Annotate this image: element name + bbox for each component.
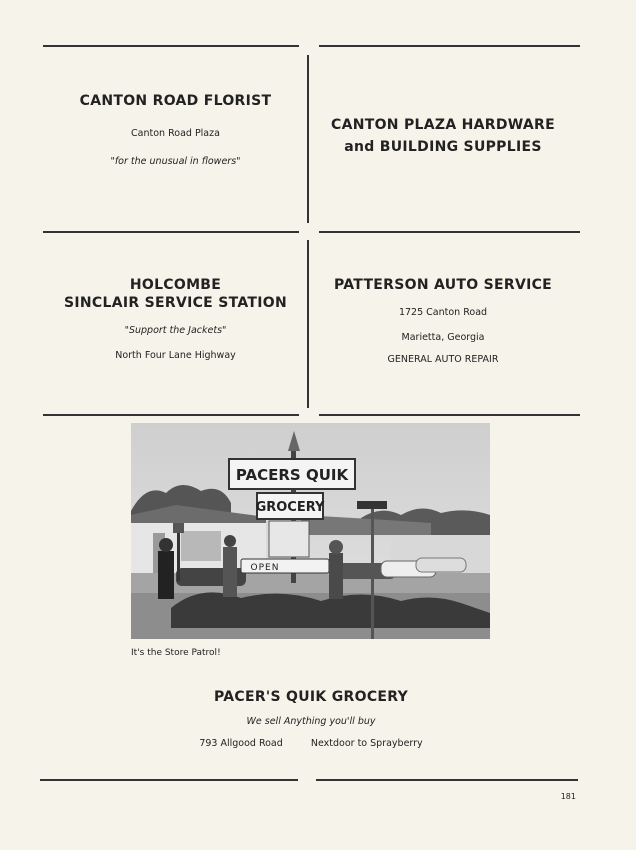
photo-sign-line1: PACERS QUIK <box>235 466 349 484</box>
page-number: 181 <box>560 792 576 801</box>
photo-open-sign: OPEN <box>250 563 280 573</box>
holcombe-tagline: "Support the Jackets" <box>124 325 227 336</box>
hardware-ad <box>310 116 576 156</box>
lower-rule-left <box>43 414 299 416</box>
middle-rule-left <box>43 231 299 233</box>
florist-title: CANTON ROAD FLORIST <box>79 93 272 109</box>
pacers-address-line <box>43 738 579 749</box>
patterson-ad <box>310 276 576 365</box>
top-rule-right <box>319 45 580 47</box>
store-photo-illustration <box>131 423 490 639</box>
pacers-location: Nextdoor to Sprayberry <box>310 738 423 749</box>
patterson-address: 1725 Canton Road <box>398 307 488 318</box>
florist-location: Canton Road Plaza <box>131 128 220 139</box>
bottom-rule-right <box>316 779 578 781</box>
store-photo <box>131 423 490 639</box>
pacers-ad <box>43 688 579 749</box>
florist-ad <box>43 92 308 167</box>
pacers-title: PACER'S QUIK GROCERY <box>213 689 409 705</box>
holcombe-title-line1: HOLCOMBE <box>129 277 222 293</box>
patterson-city: Marietta, Georgia <box>401 332 485 343</box>
florist-tagline: "for the unusual in flowers" <box>110 156 241 167</box>
lower-rule-right <box>319 414 580 416</box>
holcombe-title-line2: SINCLAIR SERVICE STATION <box>64 295 287 311</box>
bottom-rule-left <box>40 779 298 781</box>
patterson-service: GENERAL AUTO REPAIR <box>387 354 499 365</box>
pacers-address: 793 Allgood Road <box>199 738 283 749</box>
photo-caption: It's the Store Patrol! <box>131 648 221 658</box>
hardware-title-line1: CANTON PLAZA HARDWARE <box>331 117 555 133</box>
hardware-title-line2: and BUILDING SUPPLIES <box>344 139 542 155</box>
patterson-title: PATTERSON AUTO SERVICE <box>333 277 553 293</box>
pacers-tagline: We sell Anything you'll buy <box>246 716 376 727</box>
photo-sign-line2: GROCERY <box>255 500 325 515</box>
top-rule-left <box>43 45 299 47</box>
holcombe-ad <box>43 276 308 361</box>
holcombe-location: North Four Lane Highway <box>115 350 236 361</box>
middle-rule-right <box>319 231 580 233</box>
